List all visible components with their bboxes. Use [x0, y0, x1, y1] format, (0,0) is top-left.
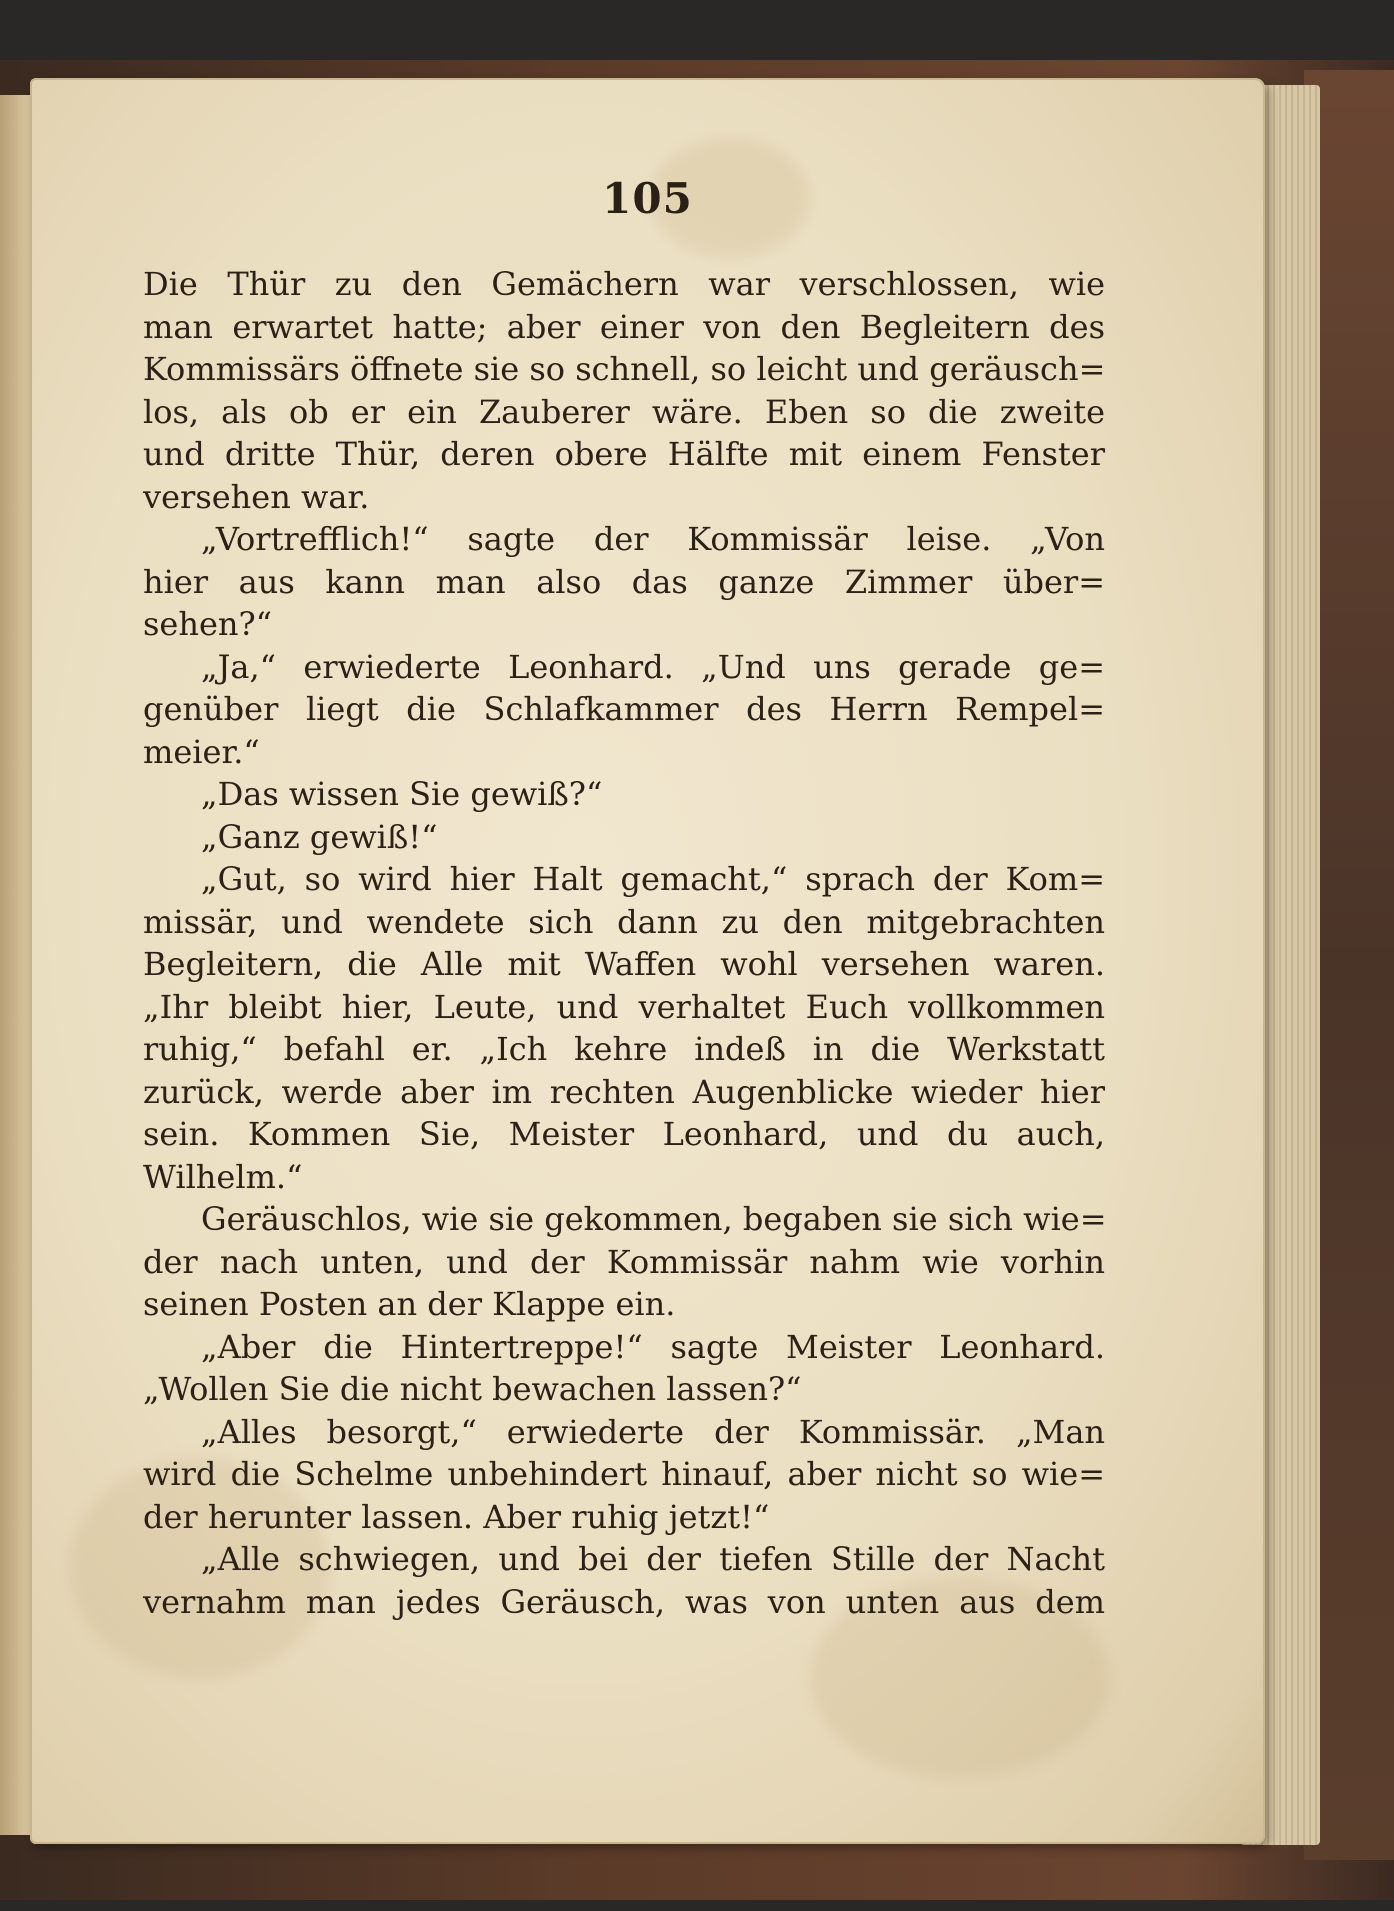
text-line: meier.“ — [143, 732, 260, 771]
text-line: „Ganz gewiß!“ — [201, 817, 438, 856]
text-line: sein. Kommen Sie, Meister Leonhard, und du auch, — [143, 1115, 1105, 1153]
text-line: der nach unten, und der Kommissär nahm wie vorhin — [143, 1242, 1105, 1281]
text-line: seinen Posten an der Klappe ein. — [143, 1285, 676, 1323]
text-line: „Alles besorgt,“ erwiederte der Kommissär. „Man — [201, 1412, 1105, 1451]
text-line: hier aus kann man also das ganze Zimmer über= — [143, 562, 1105, 601]
book-page — [30, 78, 1265, 1844]
page-number: 105 — [602, 174, 693, 223]
text-line: Geräuschlos, wie sie gekommen, begaben sie sich wie= — [201, 1200, 1107, 1238]
text-line: der herunter lassen. Aber ruhig jetzt!“ — [143, 1497, 770, 1536]
text-line: „Alle schwiegen, und bei der tiefen Stille der Nacht — [201, 1540, 1105, 1578]
text-line: missär, und wendete sich dann zu den mitgebrachten — [143, 902, 1105, 941]
text-line: sehen?“ — [143, 605, 273, 643]
text-line: los, als ob er ein Zauberer wäre. Eben so die zweite — [143, 392, 1105, 431]
text-line: „Vortrefflich!“ sagte der Kommissär leise. „Von — [201, 520, 1105, 558]
text-line: vernahm man jedes Geräusch, was von unten aus dem — [143, 1582, 1105, 1621]
text-line: Kommissärs öffnete sie so schnell, so leicht und geräusch= — [143, 350, 1106, 388]
text-line: versehen war. — [143, 477, 370, 516]
text-line: und dritte Thür, deren obere Hälfte mit einem Fenster — [143, 435, 1105, 473]
body-text — [143, 263, 1105, 1623]
text-line: man erwartet hatte; aber einer von den Begleitern des — [143, 307, 1105, 346]
text-line: Die Thür zu den Gemächern war verschlossen, wie — [143, 265, 1105, 303]
text-line: „Ihr bleibt hier, Leute, und verhaltet Euch vollkommen — [143, 987, 1105, 1026]
text-line: Begleitern, die Alle mit Waffen wohl versehen waren. — [143, 945, 1105, 983]
text-line: „Aber die Hintertreppe!“ sagte Meister Leonhard. — [201, 1327, 1105, 1366]
text-line: zurück, werde aber im rechten Augenblicke wieder hier — [143, 1072, 1105, 1111]
text-line: „Wollen Sie die nicht bewachen lassen?“ — [143, 1370, 802, 1408]
text-line: „Ja,“ erwiederte Leonhard. „Und uns gerade ge= — [201, 647, 1105, 686]
text-line: genüber liegt die Schlafkammer des Herrn Rempel= — [143, 690, 1105, 728]
text-line: „Gut, so wird hier Halt gemacht,“ sprach der Kom= — [201, 860, 1105, 898]
text-line: Wilhelm.“ — [143, 1157, 303, 1196]
text-line: ruhig,“ befahl er. „Ich kehre indeß in die Werkstatt — [143, 1030, 1105, 1068]
text-line: wird die Schelme unbehindert hinauf, aber nicht so wie= — [143, 1455, 1105, 1493]
text-line: „Das wissen Sie gewiß?“ — [201, 775, 603, 813]
